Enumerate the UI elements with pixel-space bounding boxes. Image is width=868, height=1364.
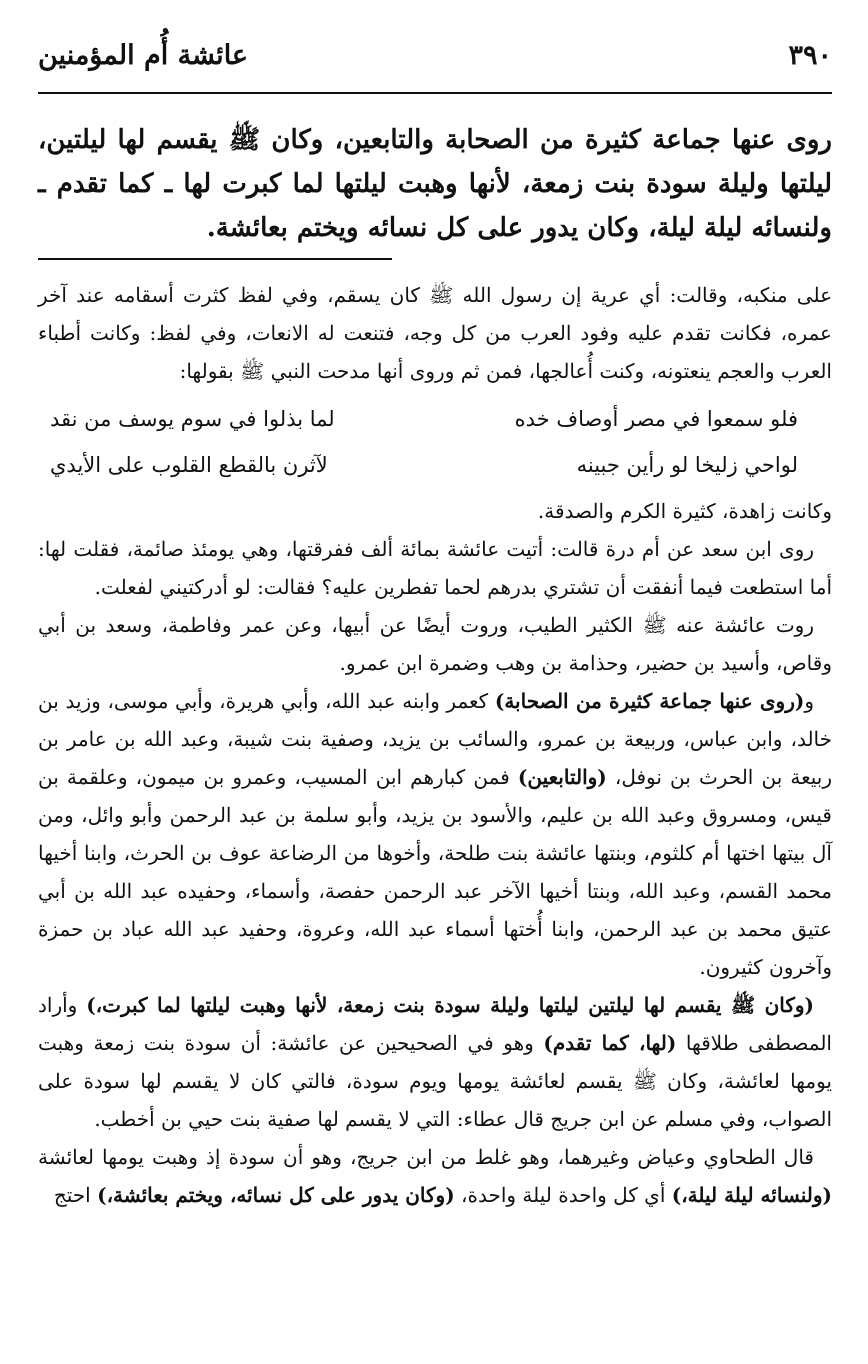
running-title: عائشة أُم المؤمنين xyxy=(38,40,249,71)
p6-quoted-matn: (وكان ﷺ يقسم لها ليلتين ليلتها وليلة سودة بنت زمعة، لأنها وهبت ليلتها لما كبرت،) xyxy=(86,993,815,1017)
commentary-paragraph-7 xyxy=(38,1138,832,1214)
p7-quoted-matn-2: (وكان يدور على كل نسائه، ويختم بعائشة،) xyxy=(97,1183,455,1207)
verse-2-second-hemistich: لآثرن بالقطع القلوب على الأيدي xyxy=(50,453,328,477)
commentary-paragraph-5 xyxy=(38,682,832,986)
commentary-block xyxy=(38,276,832,1214)
page-number: ٣٩٠ xyxy=(788,40,832,71)
commentary-paragraph-6 xyxy=(38,986,832,1138)
p7-text-b: أي كل واحدة ليلة واحدة، xyxy=(454,1183,672,1207)
poem xyxy=(38,396,832,488)
p5-quoted-matn-2: (والتابعين) xyxy=(517,765,607,789)
verse-1-second-hemistich: لما بذلوا في سوم يوسف من نقد xyxy=(50,407,335,431)
p5-open: و xyxy=(804,689,814,713)
verse-2-first-hemistich: لواحي زليخا لو رأين جبينه xyxy=(576,453,798,477)
p5-quoted-matn: (روى عنها جماعة كثيرة من الصحابة) xyxy=(494,689,805,713)
p6-quoted-matn-2: (لها، كما تقدم) xyxy=(543,1031,677,1055)
commentary-paragraph-4: روت عائشة عنه ﷺ الكثير الطيب، وروت أيضًا عن أبيها، وعن عمر وفاطمة، وسعد بن أبي وقاص، وأسيد بن حضير، وحذامة بن وهب وضمرة ابن عمرو. xyxy=(38,613,832,675)
commentary-paragraph-2: وكانت زاهدة، كثيرة الكرم والصدقة. xyxy=(537,499,832,523)
p6-text-a: وأراد المصطفى طلاقها xyxy=(38,993,832,1055)
main-text-block xyxy=(38,118,832,250)
p5-text-b: فمن كبارهم ابن المسيب، وعمرو بن ميمون، وعلقمة بن قيس، ومسروق وعبد الله بن عليم، والأسود بن يزيد، وأبو سلمة بن عبد الرحمن وأبو وائل، ومن آل بيتها اختها أم كلثوم، وبنتها عائشة بنت طلحة، وأخوها من الرضاعة عوف بن الحرث، وابنا أخيها محمد القسم، وعبد الله، وبنتا أخيها الآخر عبد الرحمن حفصة، وأسماء، وحفيده عبد الله بن أبي عتيق محمد بن عبد الرحمن، وابنا أُختها أسماء عبد الله، وعروة، وحفيد عبد الله عباد بن حمزة وآخرون كثيرون. xyxy=(38,765,833,979)
p5-text-a: كعمر وابنه عبد الله، وأبي هريرة، وأبي موسى، وزيد بن خالد، وابن عباس، وربيعة بن عمرو، والسائب بن يزيد، وصفية بنت شيبة، وعبد الله بن عامر بن ربيعة بن الحرث بن نوفل، xyxy=(38,689,833,789)
page-header xyxy=(38,36,832,94)
main-text-rule xyxy=(38,258,392,260)
commentary-paragraph-3: روى ابن سعد عن أم درة قالت: أتيت عائشة بمائة ألف ففرقتها، وهي يومئذ صائمة، فقلت لها: أما استطعت فيما أنفقت أن تشتري بدرهم لحما تفطرين عليه؟ فقالت: لو أدركتيني لفعلت. xyxy=(38,537,832,599)
poem-verse-1 xyxy=(38,396,832,442)
p7-quoted-matn: (ولنسائه ليلة ليلة،) xyxy=(671,1183,832,1207)
commentary-paragraph-1: على منكبه، وقالت: أي عرية إن رسول الله ﷺ كان يسقم، وفي لفظ كثرت أسقامه عند آخر عمره، فكانت تقدم عليه وفود العرب من كل وجه، فتنعت له الانعات، وفي لفظ: وكانت أطباء العرب والعجم ينعتونه، وكنت أُعالجها، فمن ثم وروى أنها مدحت النبي ﷺ بقولها: xyxy=(38,283,832,383)
p7-text-a: قال الطحاوي وعياض وغيرهما، وهو غلط من ابن جريج، وهو أن سودة إذ وهبت يومها لعائشة xyxy=(38,1145,814,1169)
p7-text-c: احتج xyxy=(53,1183,98,1207)
main-text: روى عنها جماعة كثيرة من الصحابة والتابعين، وكان ﷺ يقسم لها ليلتين، ليلتها وليلة سودة بنت زمعة، لأنها وهبت ليلتها لما كبرت لها ـ كما تقدم ـ ولنسائه ليلة ليلة، وكان يدور على كل نسائه ويختم بعائشة. xyxy=(38,125,832,243)
poem-verse-2 xyxy=(38,442,832,488)
p6-text-b: وهو في الصحيحين عن عائشة: أن سودة بنت زمعة وهبت يومها لعائشة، وكان ﷺ يقسم لعائشة يومها ويوم سودة، فالتي كان لا يقسم لها سودة على الصواب، وفي مسلم عن ابن جريج قال عطاء: التي لا يقسم لها صفية بنت حيي بن أخطب. xyxy=(38,1031,832,1131)
verse-1-first-hemistich: فلو سمعوا في مصر أوصاف خده xyxy=(514,407,798,431)
